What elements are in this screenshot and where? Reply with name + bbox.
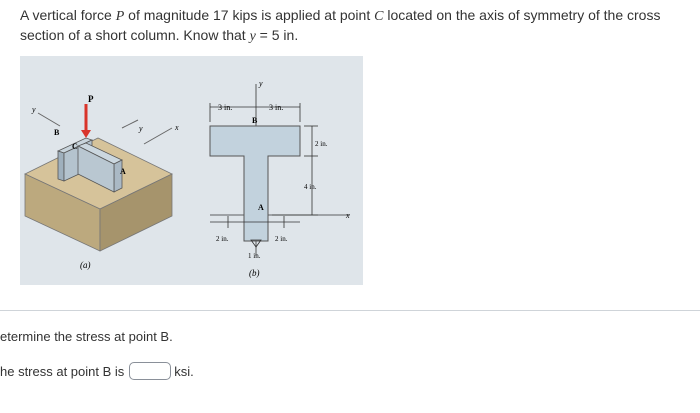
label-B: B (54, 128, 60, 137)
force-symbol: P (115, 9, 125, 24)
problem-figure (20, 56, 363, 285)
prompt-text: of magnitude 17 kips is applied at point (124, 7, 375, 23)
variable-symbol: y (249, 29, 256, 44)
prompt-text: A vertical force (20, 7, 116, 23)
column-isometric (25, 104, 172, 251)
label-P: P (88, 94, 94, 104)
label-x-axis: x (346, 211, 350, 220)
dim-2in-right: 2 in. (275, 235, 288, 243)
unit-label: ksi. (174, 363, 194, 379)
stress-answer-input[interactable] (129, 362, 171, 380)
label-C: C (72, 142, 78, 151)
label-y-axis: y (259, 79, 263, 88)
dim-2in-left: 2 in. (216, 235, 229, 243)
label-A: A (120, 167, 126, 176)
label-A: A (258, 203, 264, 212)
figure-drawing (20, 56, 363, 285)
label-y: y (139, 124, 143, 133)
figure-b-labels (216, 79, 350, 278)
label-B: B (252, 116, 258, 125)
caption-a: (a) (80, 260, 91, 270)
dim-2in-top: 2 in. (315, 140, 328, 148)
dim-3in-right: 3 in. (269, 103, 284, 112)
dim-4in: 4 in. (304, 183, 317, 191)
dim-1in: 1 in. (248, 252, 261, 260)
dim-3in-left: 3 in. (218, 103, 233, 112)
problem-statement (20, 6, 690, 46)
label-y-left: y (32, 105, 36, 114)
label-x: x (175, 123, 179, 132)
prompt-text: located on the axis of symmetry of the cross section of a short column. Know that (20, 7, 661, 43)
point-symbol: C (374, 9, 384, 24)
answer-row (0, 362, 194, 380)
question-text: etermine the stress at point B. (0, 329, 173, 344)
answer-label: he stress at point B is (0, 363, 125, 379)
section-divider (0, 310, 700, 311)
caption-b: (b) (249, 268, 260, 278)
prompt-text: = 5 in. (255, 27, 299, 43)
